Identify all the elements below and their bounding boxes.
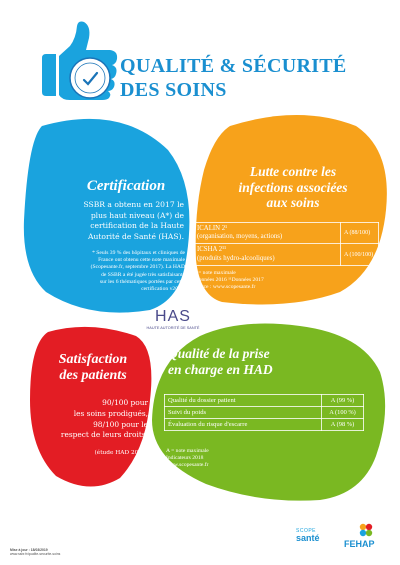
table-row: Suivi du poids A (100 %)	[165, 407, 364, 419]
table-row: Évaluation du risque d'escarre A (98 %)	[165, 419, 364, 431]
satisfaction-heading: Satisfaction des patients	[58, 352, 128, 383]
has-logo	[138, 308, 208, 330]
has-logo-subtitle: HAUTE AUTORITÉ DE SANTÉ	[146, 326, 200, 330]
infections-notes: A = note maximale ¹Données 2016 ¹¹Données 2017 Source : www.scopesante.fr	[193, 270, 264, 291]
table-row: Qualité du dossier patient A (99 %)	[165, 395, 364, 407]
certification-heading: Certification	[86, 178, 166, 194]
scope-sante-logo: SCOPE santé	[296, 528, 320, 543]
infections-table	[193, 222, 379, 266]
footer-update: Mise à jour : 18/03/2019 www.ssbr.fr/qualite-securite-soins	[10, 548, 61, 557]
certification-body: SSBR a obtenu en 2017 le plus haut niveau (A*) de certification de la Haute Autorité de Santé (HAS).	[83, 200, 184, 241]
qualite-heading: Qualité de la prise en charge en HAD	[168, 346, 273, 377]
satisfaction-source: (étude HAD 2018)	[94, 450, 148, 456]
has-logo-mark: HAS	[155, 308, 191, 325]
fehap-logo: FEHAP	[344, 539, 375, 549]
infections-heading: Lutte contre les infections associées aux soins	[238, 164, 348, 210]
fehap-flower-icon	[356, 522, 376, 538]
certification-note: * Seuls 39 % des hôpitaux et cliniques de France ont obtenu cette note maximale (Scopesante.fr, septembre 2017). La HAD de SSBR a été jugée très satisfaisante sur les 6 thématiques portées par cette certification v2014.	[90, 250, 185, 293]
title-line-1: QUALITÉ & SÉCURITÉ	[120, 55, 347, 77]
table-row: ICSHA 2¹¹ (produits hydro-alcooliques) A (100/100)	[194, 244, 379, 265]
satisfaction-body: 90/100 pour les soins prodigués, 98/100 pour le respect de leurs droits.	[60, 398, 148, 440]
table-row: ICALIN 2¹ (organisation, moyens, actions) A (88/100)	[194, 223, 379, 244]
qualite-table	[164, 394, 364, 431]
title-line-2: DES SOINS	[120, 79, 227, 101]
qualite-notes: A = note maximale Indicateurs 2018 www.scopesante.fr	[166, 448, 209, 469]
